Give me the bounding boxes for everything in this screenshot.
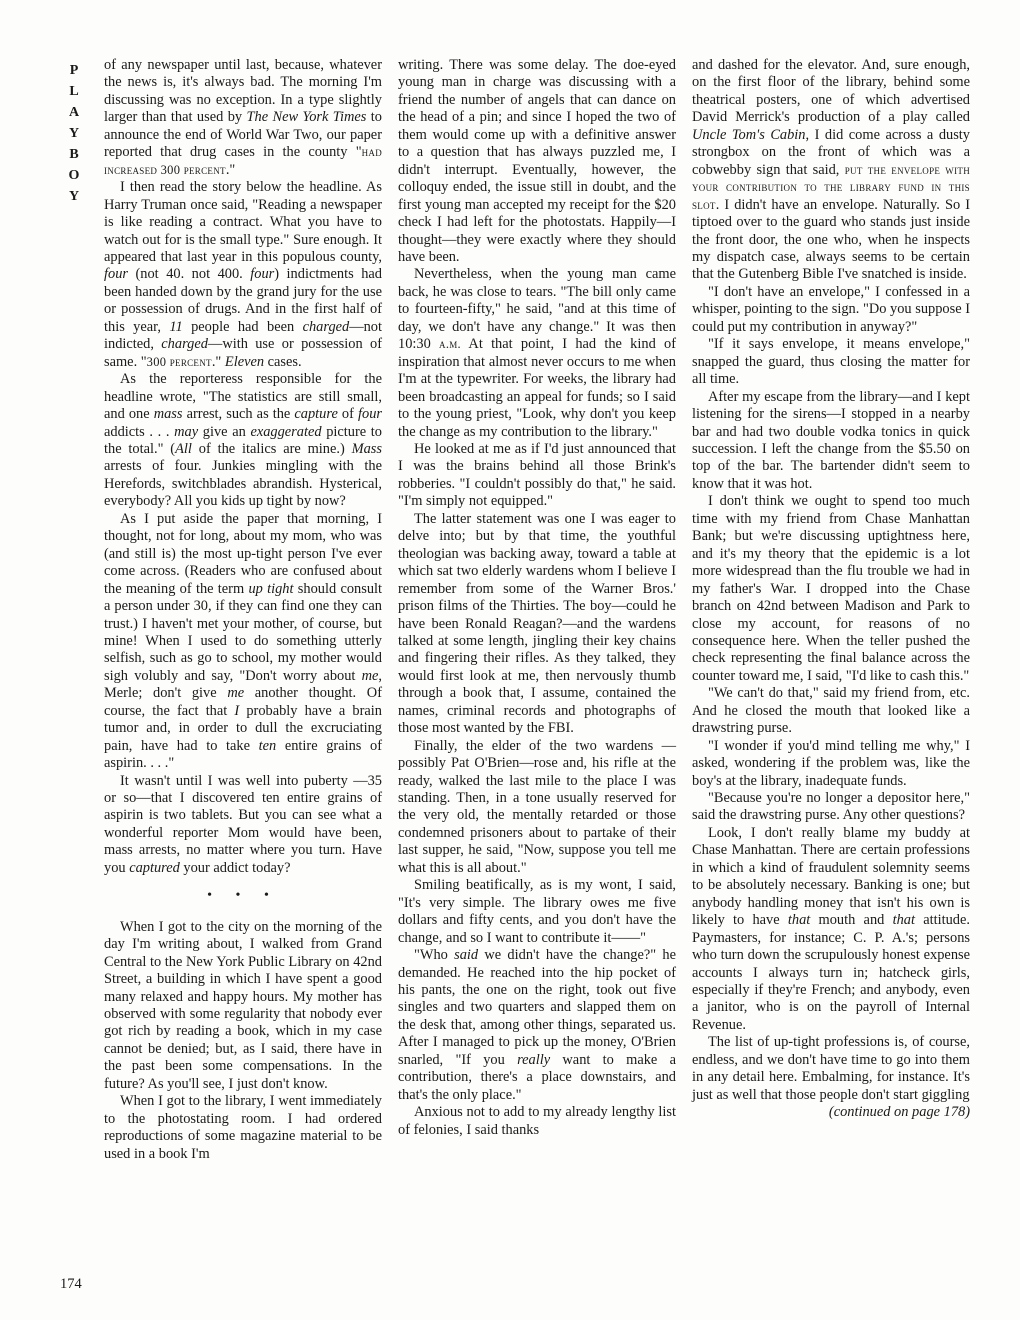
paragraph: The list of up-tight professions is, of course, endless, and we don't have time to go into them in any detail here. Embalming, for instance. It's just as well that those people don't start giggling — [692, 1034, 970, 1103]
side-label-letter: P — [69, 63, 79, 78]
section-separator: • • • — [207, 888, 279, 904]
paragraph: "I wonder if you'd mind telling me why," I asked, wondering if the problem was, like the boy's at the library, inadequate funds. — [692, 737, 970, 789]
paragraph: Nevertheless, when the young man came back, he was close to tears. "The bill only came to fourteen-fifty," he said, "and at this time of day, we don't have any change." It was then 10:30 a.m. At that point, I had the kind of inspiration that almost never occurs to me when I'm at the typewriter. For weeks, the library had been broadcasting an appeal for funds; so I said to the young priest, "Look, why don't you keep the change as my contribution to the library." — [398, 266, 676, 440]
continued-paragraph: and dashed for the elevator. And, sure enough, on the first floor of the library, behind some theatrical posters, one of which advertised David Merrick's production of a play called Uncle Tom's Cabin, I did come across a dusty strongbox on the front of which was a cobwebby sign that said, put the envelope with your contribution to the library fund in this slot. I didn't have an envelope. Naturally. So I tiptoed over to the guard who stands just inside the front door, the one who, when he inspects my dispatch case, always seems to be certain that the Gutenberg Bible I've snatched is inside. — [692, 57, 970, 283]
paragraph: Smiling beatifically, as is my wont, I said, "It's very simple. The library owes me five dollars and fifty cents, and you don't have the change, and so I want to contribute it——" — [398, 877, 676, 946]
paragraph: When I got to the city on the morning of the day I'm writing about, I walked from Grand Central to the New York Public Library on 42nd Street, a building in which I have spent a good many relaxed and happy hours. My mother has observed with some regularity that nobody ever got rich by reading a book, which in my case cannot be denied; but, as I said, there have in the past been some compensations. In the future? As you'll see, I just don't know. — [104, 918, 382, 1092]
page-number: 174 — [60, 1276, 82, 1292]
paragraph: I then read the story below the headline. As Harry Truman once said, "Reading a newspaper is like reading a contract. What you have to watch out for is the small type." Sure enough. It appeared that last year in this populous county, four (not 40. not 400. four) indictments had been handed down by the grand jury for the use or possession of drugs. And in the first half of this year, 11 people had been charged—not indicted, charged—with use or possession of same. "300 percent." Eleven cases. — [104, 179, 382, 370]
side-label-letter: O — [68, 168, 80, 183]
paragraph: The latter statement was one I was eager to delve into; but by that time, the youthful theologian was backing away, toward a table at which sat two elderly wardens whom I believe I remember from some of the Warner Bros.' prison films of the Thirties. The boy—could he have been Ronald Reagan?—and the wardens talked at some length, jingling their key chains and fingering their rifles. As they talked, they would first look at me, then nervously thumb through a book that, I assume, contained the names, criminal records and photographs of those most wanted by the FBI. — [398, 510, 676, 737]
side-label-letter: L — [69, 84, 79, 99]
paragraph: As the reporteress responsible for the headline wrote, "The statistics are still small, and one mass arrest, such as the capture of four addicts . . . may give an exaggerated picture to the total." (All of the italics are mine.) Mass arrests of four. Junkies mingling with the Herefords, switchblades abrandish. Hysterical, everybody? All you kids up tight by now? — [104, 371, 383, 510]
paragraph: Look, I don't really blame my buddy at Chase Manhattan. There are certain professions in which a kind of fraudulent solemnity seems to be absolutely necessary. Banking is one; but anybody handling money that isn't his own is likely to have that mouth and that attitude. Paymasters, for instance; C. P. A.'s; persons who turn down the scrupulously honest expense accounts I always turn in; hatcheck girls, especially if they're French; and anybody, even a janitor, who is on the payroll of Internal Revenue. — [692, 824, 970, 1033]
continued-paragraph: of any newspaper until last, because, whatever the news is, it's always bad. The morning I'm discussing was no exception. In a type slightly larger than that used by The New York Times to announce the end of World War Two, our paper reported that drug cases in the county "had increased 300 percent." — [104, 57, 383, 178]
paragraph: As I put aside the paper that morning, I thought, not for long, about my mom, who was (and still is) the most up-tight person I've ever come across. (Readers who are confused about the meaning of the term up tight should consult a person under 30, if they can find one they can trust.) I haven't met your mother, of course, but mine! When I used to do something utterly selfish, such as go to school, my mother would sigh volubly and say, "Don't worry about me, Merle; don't give me another thought. Of course, the fact that I probably have a brain tumor and, in order to dull the excruciating pain, have had to take ten entire grains of aspirin. . . ." — [104, 510, 383, 772]
paragraph: "Who said we didn't have the change?" he demanded. He reached into the hip pocket of his pants, the one on the right, took out five singles and two quarters and slapped them on the desk that, among other things, separated us. After I managed to pick up the money, O'Brien snarled, "If you really want to make a contribution, there's a place downstairs, and that's the only place." — [398, 947, 677, 1103]
side-label-letter: Y — [68, 126, 80, 141]
paragraph: Finally, the elder of the two wardens —possibly Pat O'Brien—rose and, his rifle at the ready, walked the last mile to the place I was standing. Then, in a tone usually reserved for the very old, the mentally retarded or those condemned prisoners about to partake of their last supper, he said, "Now, suppose you tell me what this is all about." — [398, 737, 676, 876]
paragraph: After my escape from the library—and I kept listening for the sirens—I stopped in a nearby bar and had two double vodka tonics in quick succession. I left the change from the $5.50 on top of the bar. The bartender didn't seem to know that it was hot. — [692, 388, 970, 492]
paragraph: "If it says envelope, it means envelope," snapped the guard, thus closing the matter for all time. — [692, 336, 970, 388]
paragraph: I don't think we ought to spend too much time with my friend from Chase Manhattan Bank; but we're discussing uptightness here, and it's my theory that the epidemic is a lot more widespread than the flu trouble we had in my father's War. I dropped into the Chase branch on 42nd between Madison and Park to close my account, for reasons of no consequence here. When the teller pushed the check representing the final balance across the counter toward me, I said, "I'd like to cash this." — [692, 493, 970, 684]
side-label-letter: B — [69, 147, 79, 162]
article-column-2 — [398, 57, 676, 1297]
paragraph: He looked at me as if I'd just announced that I was the brains behind all those Brink's robberies. "I couldn't possibly do that," he said. "I'm simply not equipped." — [398, 440, 676, 510]
magazine-side-label — [64, 60, 84, 207]
article-column-1 — [104, 57, 382, 1297]
article-column-3 — [692, 57, 970, 1297]
continued-paragraph: writing. There was some delay. The doe-eyed young man in charge was discussing with a friend the number of angels that can dance on the head of a pin; and since I hoped the two of them would come up with a definitive answer to a question that has always puzzled me, I didn't interrupt. Eventually, however, the colloquy ended, the issue still in doubt, and the first young man accepted my receipt for the $20 check I had left for the photostats. Happily—I thought—they were exactly where they should have been. — [398, 57, 676, 265]
paragraph: When I got to the library, I went immediately to the photostating room. I had ordered reproductions of some magazine material to be used in a book I'm — [104, 1093, 382, 1162]
side-label-letter: Y — [68, 189, 80, 204]
paragraph: "I don't have an envelope," I confessed in a whisper, pointing to the sign. "Do you suppose I could put my contribution in anyway?" — [692, 283, 970, 335]
paragraph: It wasn't until I was well into puberty —35 or so—that I discovered ten entire grains of aspirin is two tablets. But you can see what a wonderful reporter Mom would have been, mass arrests, no matter where you turn. Have you captured your addict today? — [104, 772, 382, 876]
continued-note: (continued on page 178) — [828, 1104, 970, 1121]
paragraph: Anxious not to add to my already lengthy list of felonies, I said thanks — [398, 1104, 676, 1138]
side-label-letter: A — [68, 105, 80, 120]
paragraph: "We can't do that," said my friend from, etc. And he closed the mouth that looked like a drawstring purse. — [692, 685, 970, 737]
paragraph: "Because you're no longer a depositor here," said the drawstring purse. Any other questions? — [692, 790, 970, 824]
